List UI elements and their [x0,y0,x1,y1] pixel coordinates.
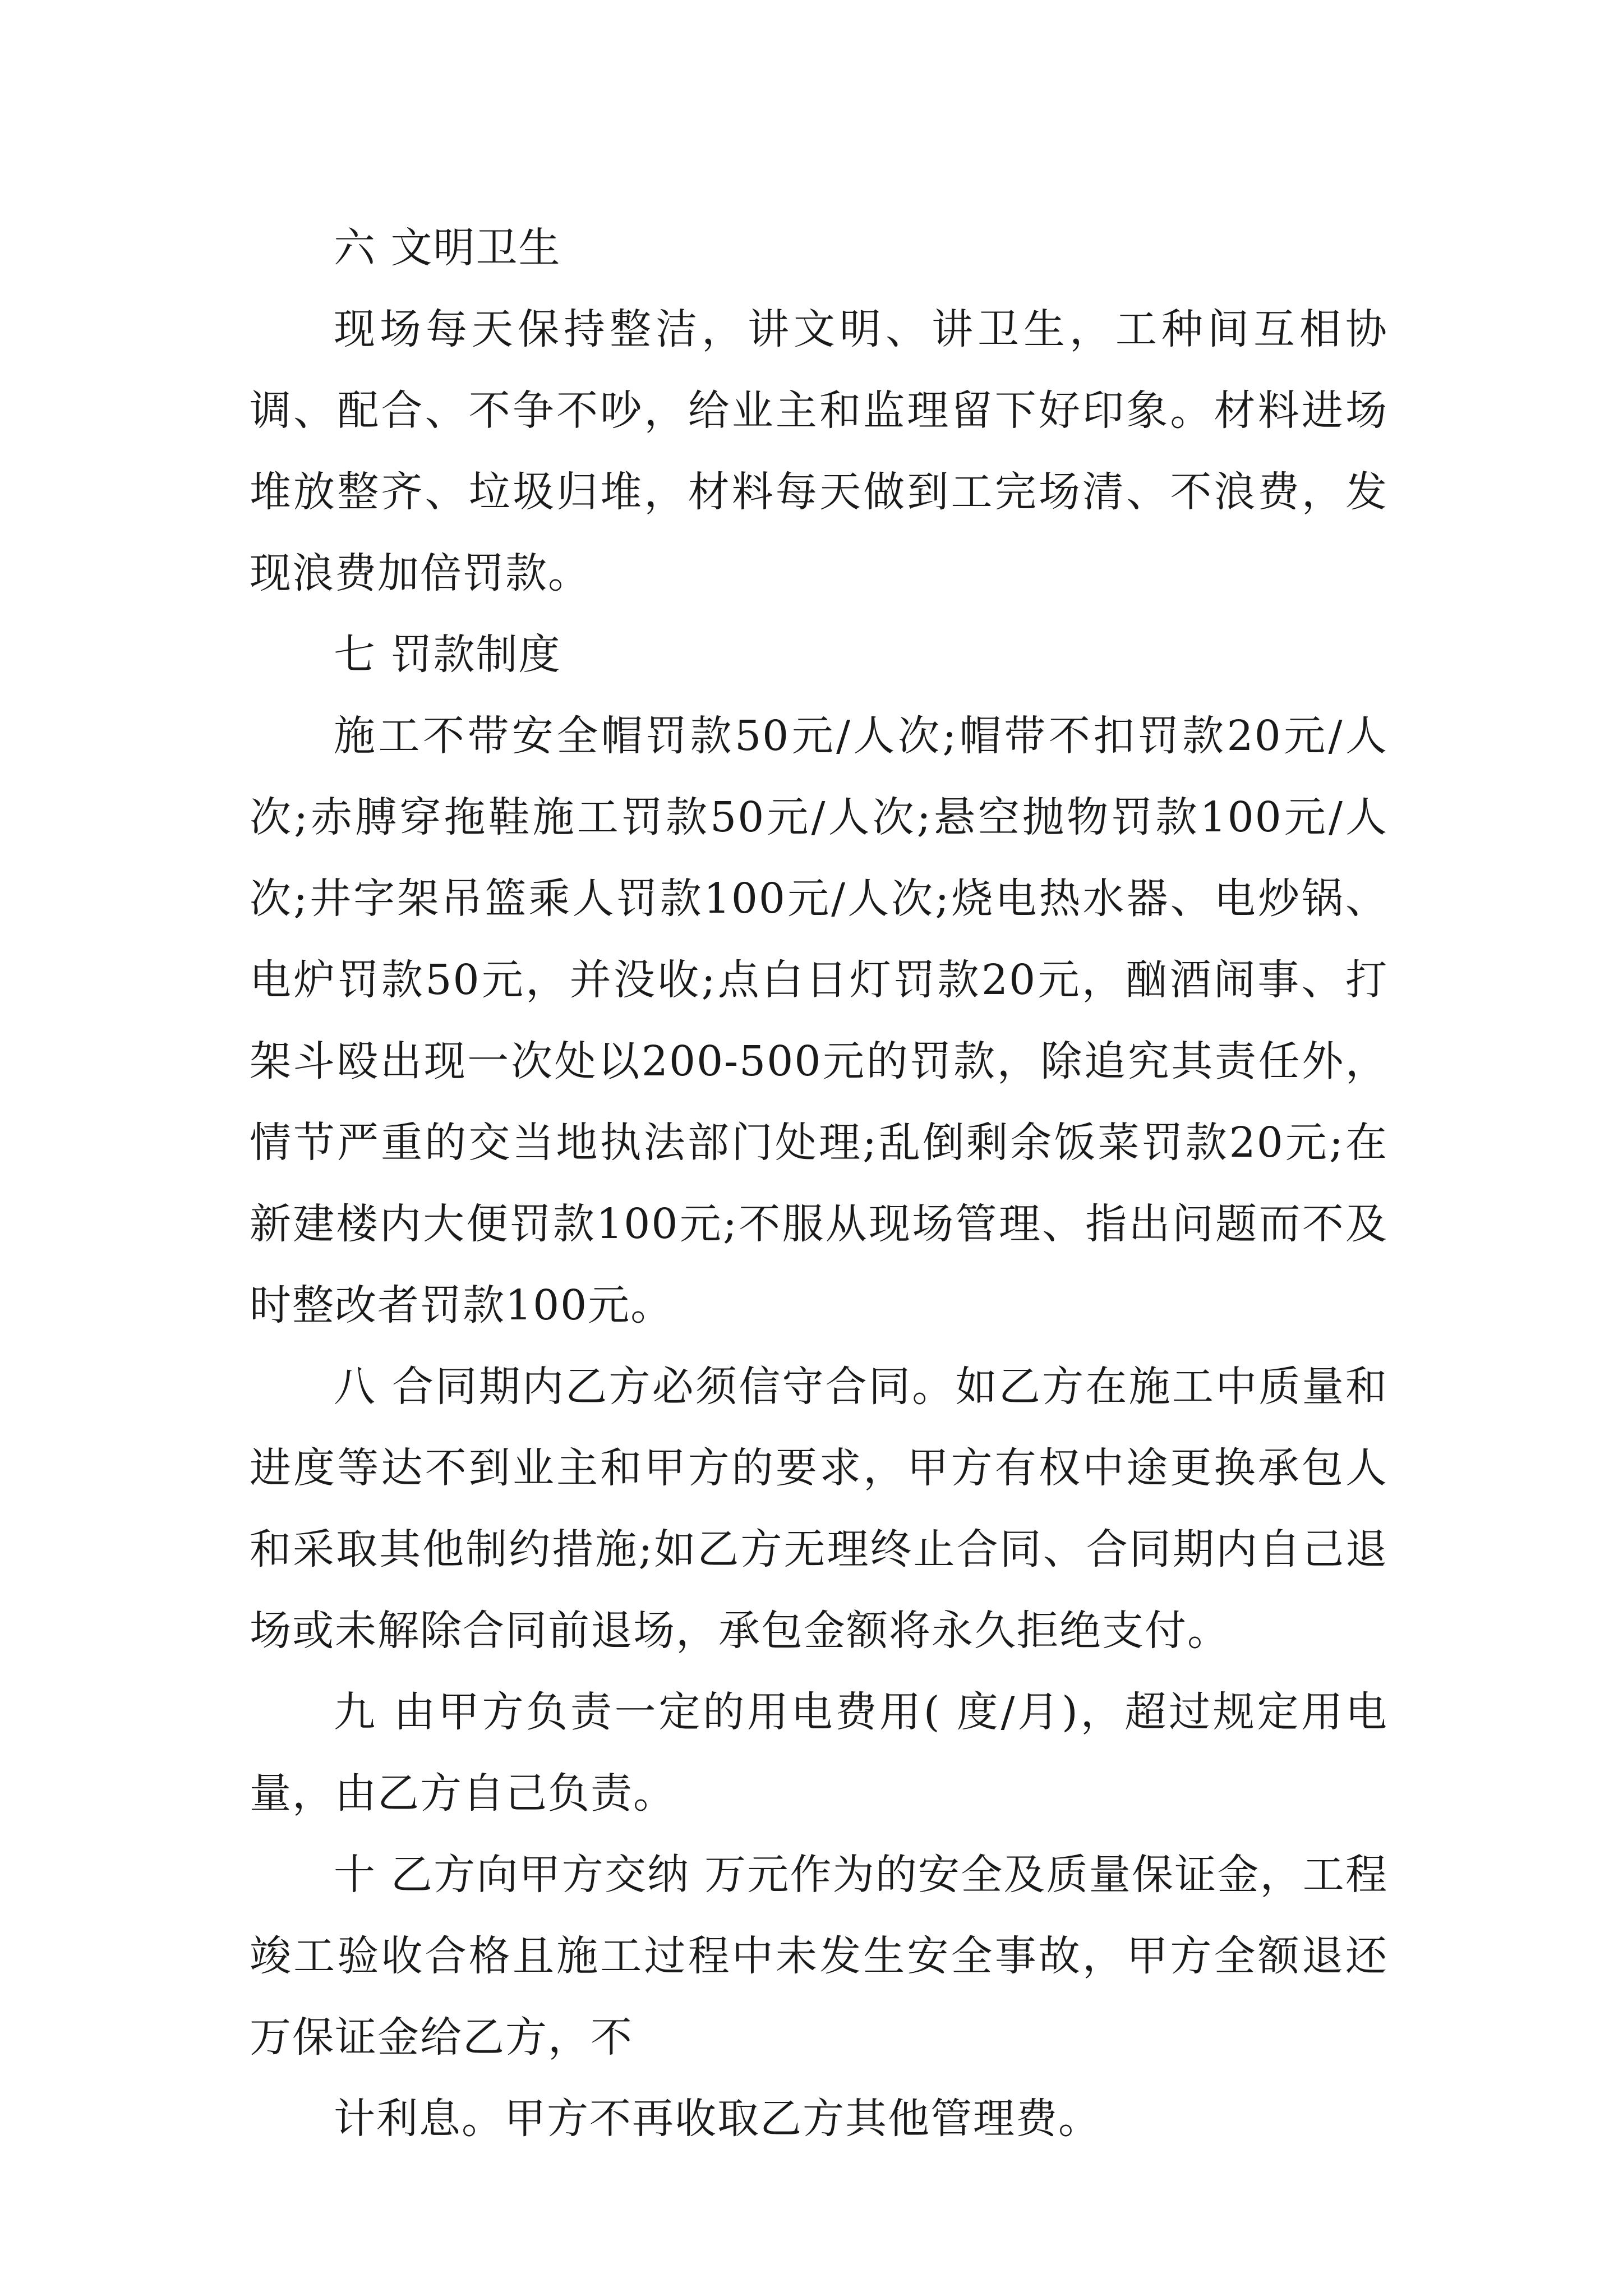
section-eight-paragraph: 八 合同期内乙方必须信守合同。如乙方在施工中质量和进度等达不到业主和甲方的要求，甲方有权中途更换承包人和采取其他制约措施;如乙方无理终止合同、合同期内自己退场或未解除合同前退场，承包金额将永久拒绝支付。 [250,1363,1388,1655]
section-ten-paragraph: 十 乙方向甲方交纳 万元作为的安全及质量保证金，工程竣工验收合格且施工过程中未发生安全事故，甲方全额退还 万保证金给乙方，不 [250,1851,1388,2062]
section-seven-paragraph: 施工不带安全帽罚款50元/人次;帽带不扣罚款20元/人次;赤膊穿拖鞋施工罚款50元/人次;悬空抛物罚款100元/人次;井字架吊篮乘人罚款100元/人次;烧电热水器、电炒锅、电炉罚款50元，并没收;点白日灯罚款20元，酗酒闹事、打架斗殴出现一次处以200-500元的罚款，除追究其责任外，情节严重的交当地执法部门处理;乱倒剩余饭菜罚款20元;在新建楼内大便罚款100元;不服从现场管理、指出问题而不及时整改者罚款100元。 [250,712,1388,1329]
section-nine-paragraph: 九 由甲方负责一定的用电费用( 度/月)，超过规定用电量，由乙方自己负责。 [250,1688,1388,1818]
section-ten-continuation: 计利息。甲方不再收取乙方其他管理费。 [334,2095,1101,2143]
section-seven-heading: 七 罚款制度 [334,631,561,679]
document-body [250,208,1388,2160]
section-six-paragraph: 现场每天保持整洁，讲文明、讲卫生，工种间互相协调、配合、不争不吵，给业主和监理留下好印象。材料进场堆放整齐、垃圾归堆，材料每天做到工完场清、不浪费，发现浪费加倍罚款。 [250,305,1388,597]
section-six-heading: 六 文明卫生 [334,224,561,272]
